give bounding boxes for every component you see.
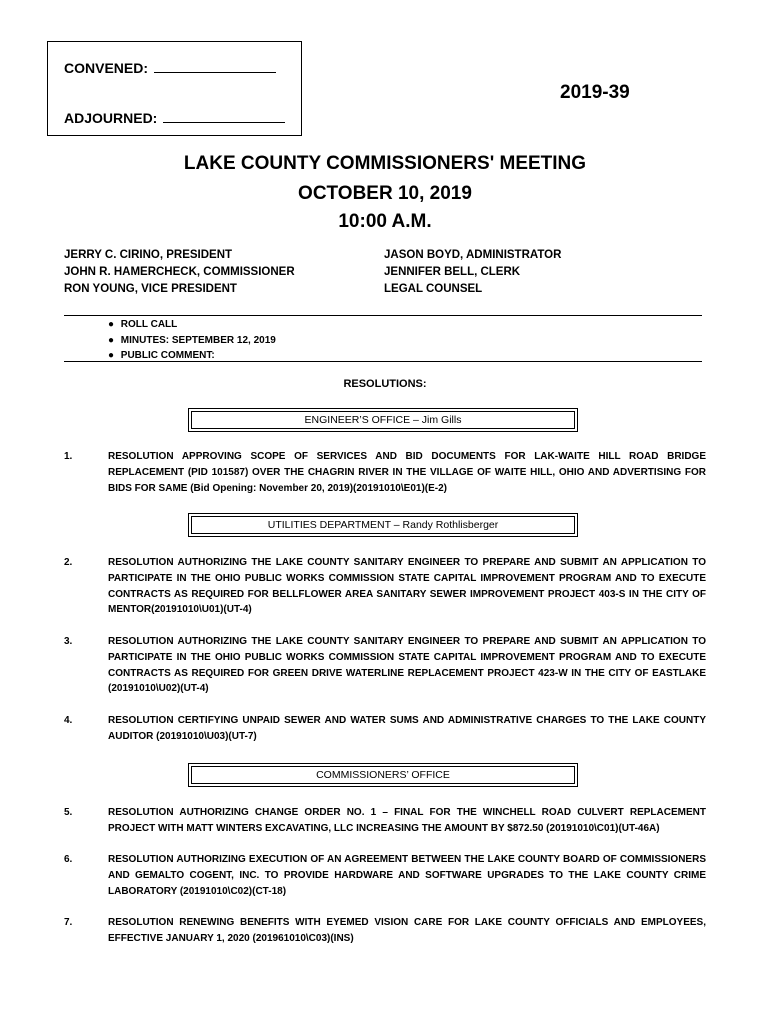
resolution-item	[64, 634, 706, 697]
resolution-item	[64, 852, 706, 899]
meeting-date: OCTOBER 10, 2019	[298, 183, 472, 204]
agenda-item: ● PUBLIC COMMENT:	[108, 348, 276, 364]
adjourned-blank	[163, 110, 285, 123]
section-header-utilities	[188, 513, 578, 537]
resolution-text: RESOLUTION AUTHORIZING THE LAKE COUNTY SANITARY ENGINEER TO PREPARE AND SUBMIT AN APPLICATION TO PARTICIPATE IN THE OHIO PUBLIC WORKS COMMISSION STATE CAPITAL IMPROVEMENT PROGRAM AND TO EXECUTE CONTRACTS AS REQUIRED FOR GREEN DRIVE WATERLINE REPLACEMENT PROJECT 423-W IN THE CITY OF EASTLAKE (20191010\U02)(UT-4)	[108, 636, 706, 695]
convened-adjourned-box	[47, 41, 302, 136]
resolution-text: RESOLUTION RENEWING BENEFITS WITH EYEMED VISION CARE FOR LAKE COUNTY OFFICIALS AND EMPLOYEES, EFFECTIVE JANUARY 1, 2020 (201961010\C03)(INS)	[108, 917, 706, 944]
adjourned-row	[64, 110, 285, 126]
resolution-number: 4.	[64, 715, 73, 726]
resolution-item	[64, 449, 706, 496]
official-name: JERRY C. CIRINO, PRESIDENT	[64, 249, 233, 261]
staff-list	[384, 247, 561, 298]
agenda-list	[108, 317, 276, 364]
bullet-icon: ●	[108, 334, 115, 346]
official-name: JENNIFER BELL, CLERK	[384, 266, 521, 278]
resolution-text: RESOLUTION AUTHORIZING THE LAKE COUNTY SANITARY ENGINEER TO PREPARE AND SUBMIT AN APPLICATION TO PARTICIPATE IN THE OHIO PUBLIC WORKS COMMISSION STATE CAPITAL IMPROVEMENT PROGRAM AND TO EXECUTE CONTRACTS AS REQUIRED FOR BELLFLOWER AREA SANITARY SEWER IMPROVEMENT PROJECT 403-S IN THE CITY OF MENTOR(20191010\U01)(UT-4)	[108, 557, 706, 616]
resolution-text: RESOLUTION AUTHORIZING EXECUTION OF AN AGREEMENT BETWEEN THE LAKE COUNTY BOARD OF COMMISSIONERS AND GEMALTO COGENT, INC. TO PROVIDE HARDWARE AND SOFTWARE UPGRADES TO THE LAKE COUNTY CRIME LABORATORY (20191010\C02)(CT-18)	[108, 854, 706, 897]
section-header-label: ENGINEER’S OFFICE – Jim Gills	[191, 411, 575, 429]
resolution-text: RESOLUTION APPROVING SCOPE OF SERVICES AND BID DOCUMENTS FOR LAK-WAITE HILL ROAD BRIDGE REPLACEMENT (PID 101587) OVER THE CHAGRIN RIVER IN THE VILLAGE OF WAITE HILL, OHIO AND ADVERTISING FOR BIDS FOR SAME (Bid Opening: November 20, 2019)(20191010\E01)(E-2)	[108, 451, 706, 494]
convened-row	[64, 60, 276, 76]
resolution-item	[64, 555, 706, 618]
section-header-engineer	[188, 408, 578, 432]
bullet-icon: ●	[108, 319, 115, 330]
agenda-item: ● MINUTES: SEPTEMBER 12, 2019	[108, 333, 276, 349]
bullet-icon: ●	[108, 350, 115, 361]
resolution-number: 2.	[64, 557, 73, 568]
resolution-number: 6.	[64, 854, 73, 865]
resolution-number: 1.	[64, 451, 73, 462]
convened-blank	[154, 60, 276, 73]
commissioners-list	[64, 247, 295, 298]
section-header-commissioners	[188, 763, 578, 787]
meeting-title: LAKE COUNTY COMMISSIONERS' MEETING	[183, 153, 587, 174]
resolutions-heading: RESOLUTIONS:	[343, 378, 427, 390]
official-name: RON YOUNG, VICE PRESIDENT	[64, 283, 237, 295]
convened-label: CONVENED:	[64, 60, 149, 76]
document-number: 2019-39	[560, 82, 630, 103]
resolution-text: RESOLUTION AUTHORIZING CHANGE ORDER NO. 1 – FINAL FOR THE WINCHELL ROAD CULVERT REPLACEMENT PROJECT WITH MATT WINTERS EXCAVATING, LLC INCREASING THE AMOUNT BY $872.50 (20191010\C01)(UT-46A)	[108, 807, 706, 834]
resolution-item	[64, 915, 706, 947]
official-name: JASON BOYD, ADMINISTRATOR	[384, 249, 562, 261]
resolution-number: 5.	[64, 807, 73, 818]
official-name: LEGAL COUNSEL	[384, 283, 483, 295]
meeting-time: 10:00 A.M.	[338, 211, 432, 232]
section-header-label: COMMISSIONERS’ OFFICE	[191, 766, 575, 784]
official-name: JOHN R. HAMERCHECK, COMMISSIONER	[64, 266, 295, 278]
divider-top	[64, 315, 702, 316]
agenda-item: ● ROLL CALL	[108, 317, 276, 333]
resolution-item	[64, 805, 706, 837]
resolution-number: 3.	[64, 636, 73, 647]
resolution-text: RESOLUTION CERTIFYING UNPAID SEWER AND WATER SUMS AND ADMINISTRATIVE CHARGES TO THE LAKE COUNTY AUDITOR (20191010\U03)(UT-7)	[108, 715, 706, 742]
adjourned-label: ADJOURNED:	[64, 110, 158, 126]
resolution-number: 7.	[64, 917, 73, 928]
resolution-item	[64, 713, 706, 745]
section-header-label: UTILITIES DEPARTMENT – Randy Rothlisberger	[191, 516, 575, 534]
divider-bottom	[64, 361, 702, 362]
